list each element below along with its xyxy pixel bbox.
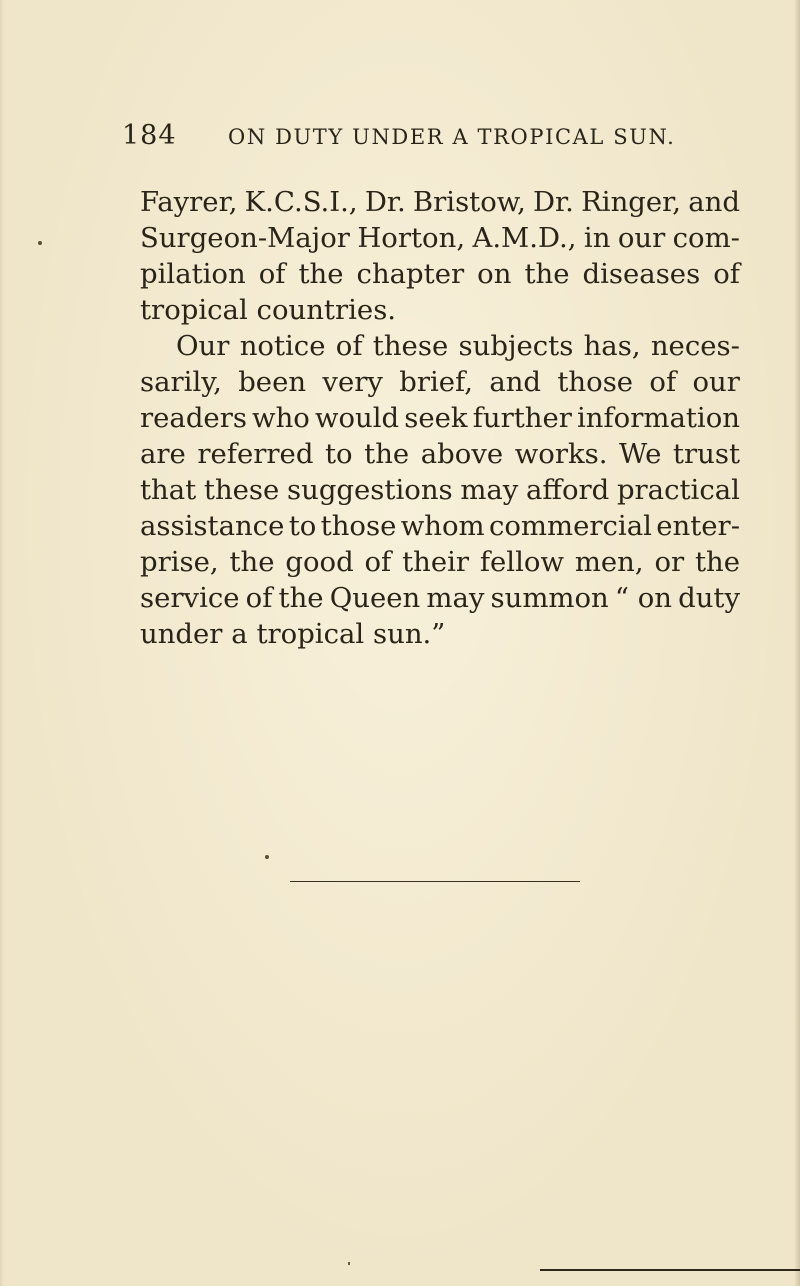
text-line: tropical countries. bbox=[140, 294, 397, 326]
page-right-edge bbox=[794, 0, 800, 1286]
print-speck bbox=[348, 1262, 350, 1265]
paragraph-start-line: Our notice of these subjects has, neces- bbox=[176, 330, 740, 362]
print-speck bbox=[38, 241, 42, 245]
text-line: readers who would seek further information bbox=[140, 402, 740, 434]
bottom-edge-rule bbox=[540, 1269, 800, 1271]
text-line: pilation of the chapter on the diseases of bbox=[140, 258, 740, 290]
text-line: Fayrer, K.C.S.I., Dr. Bristow, Dr. Ringer, and bbox=[140, 186, 740, 218]
text-line: are referred to the above works. We trust bbox=[140, 438, 740, 470]
text-line: that these suggestions may afford practical bbox=[140, 474, 740, 506]
text-line: service of the Queen may summon “ on duty bbox=[140, 582, 740, 614]
text-line: Surgeon-Major Horton, A.M.D., in our com- bbox=[140, 222, 740, 254]
running-head: ON DUTY UNDER A TROPICAL SUN. bbox=[228, 125, 676, 149]
text-line: prise, the good of their fellow men, or the bbox=[140, 546, 740, 578]
text-line: sarily, been very brief, and those of our bbox=[140, 366, 740, 398]
print-speck bbox=[265, 855, 269, 859]
text-line: assistance to those whom commercial enter- bbox=[140, 510, 740, 542]
text-line: under a tropical sun.” bbox=[140, 618, 446, 650]
page-number: 184 bbox=[122, 120, 177, 151]
page-left-edge bbox=[0, 0, 4, 1286]
body-text bbox=[140, 184, 740, 652]
page-header bbox=[122, 120, 682, 160]
chapter-end-rule bbox=[290, 881, 580, 882]
